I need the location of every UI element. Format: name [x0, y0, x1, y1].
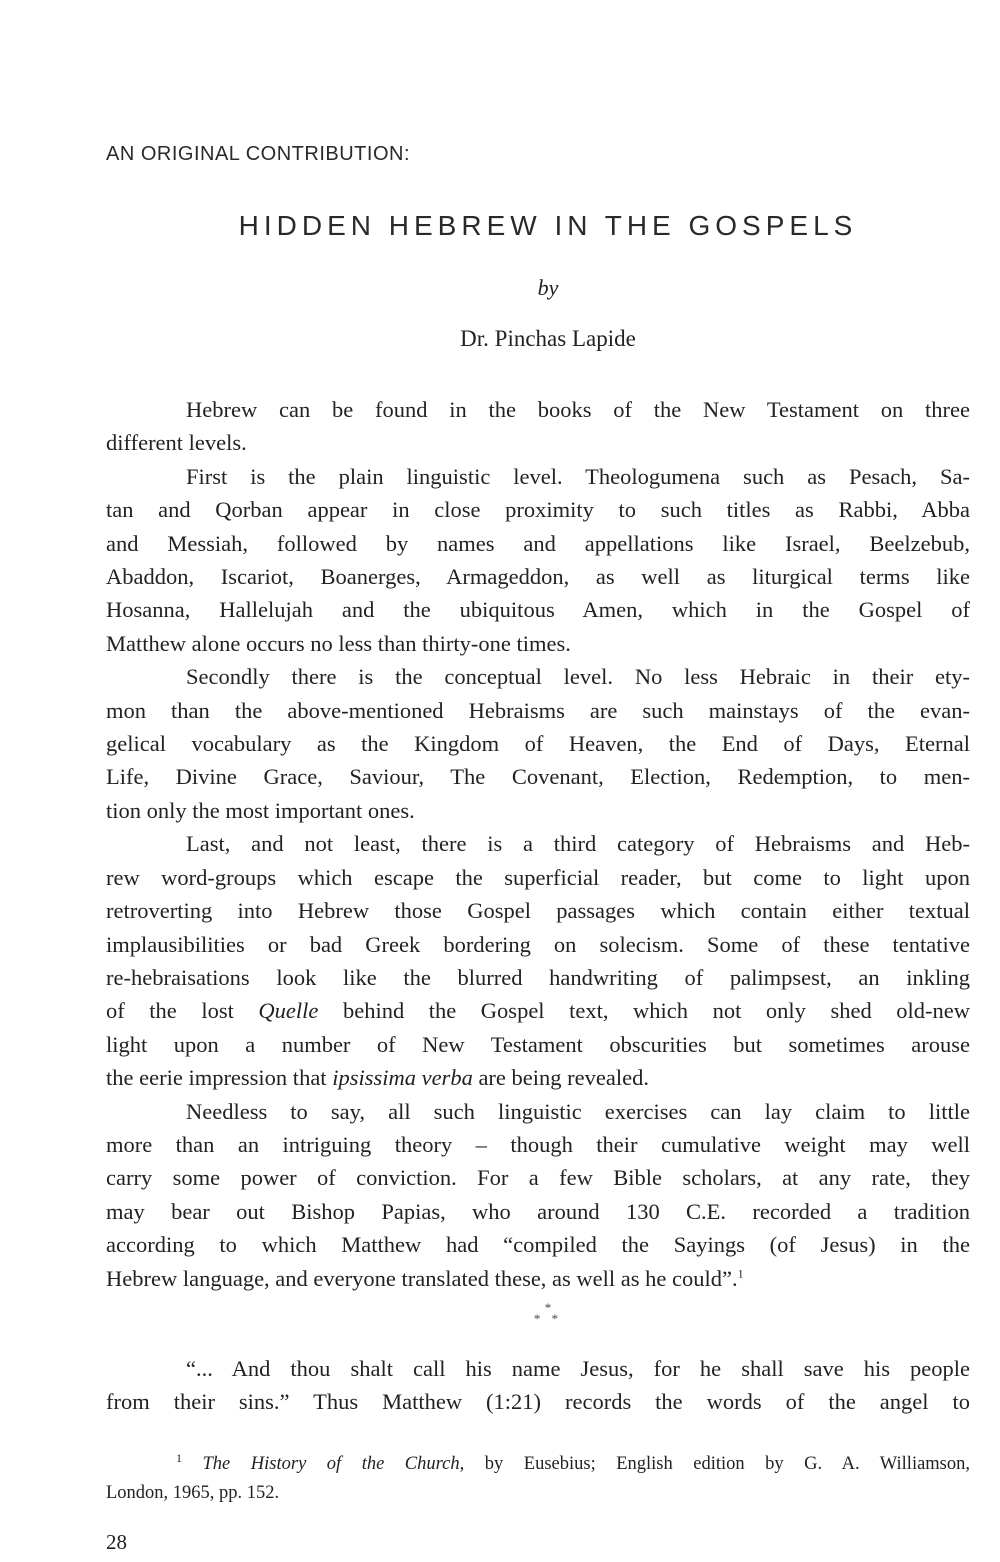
text-line: re-hebraisations look like the blurred handwriting of palimpsest, an inkling — [106, 964, 970, 990]
paragraph-3 — [106, 660, 970, 827]
footnote-book-title: The History of the Church — [202, 1454, 460, 1474]
text-line: gelical vocabulary as the Kingdom of Heaven, the End of Days, Eternal — [106, 731, 970, 757]
text-line: and Messiah, followed by names and appellations like Israel, Beelzebub, — [106, 530, 970, 556]
text-line: from their sins.” Thus Matthew (1:21) records the words of the angel to — [106, 1389, 970, 1415]
text-line: Last, and not least, there is a third category of Hebraisms and Heb- — [186, 831, 970, 857]
text-fragment: are being revealed. — [472, 1065, 649, 1091]
italic-term: Quelle — [258, 998, 319, 1024]
text-fragment: the eerie impression that — [106, 1065, 333, 1091]
text-line: Hosanna, Hallelujah and the ubiquitous Amen, which in the Gospel of — [106, 597, 970, 623]
article-body — [106, 393, 970, 1295]
footnote-marker: 1 — [176, 1450, 182, 1465]
footnote-line — [106, 1450, 970, 1479]
asterism-top: * — [544, 1300, 552, 1315]
text-line: according to which Matthew had “compiled the Sayings (of Jesus) in the — [106, 1232, 970, 1258]
text-line: “... And thou shalt call his name Jesus, for he shall save his people — [186, 1356, 970, 1381]
text-line: light upon a number of New Testament obscurities but sometimes arouse — [106, 1031, 970, 1057]
document-page — [106, 0, 970, 1562]
text-line: Secondly there is the conceptual level. No less Hebraic in their ety- — [186, 664, 970, 690]
text-fragment: of the lost — [106, 998, 259, 1024]
text-line — [106, 1262, 970, 1295]
text-fragment: behind the Gospel text, which not only shed old-new — [318, 998, 970, 1024]
section-break-asterism — [106, 1302, 970, 1324]
text-line: Needless to say, all such linguistic exercises can lay claim to little — [186, 1098, 970, 1124]
text-line: carry some power of conviction. For a few Bible scholars, at any rate, they — [106, 1165, 970, 1191]
text-line: implausibilities or bad Greek bordering on solecism. Some of these tentative — [106, 931, 970, 957]
text-line: Life, Divine Grace, Saviour, The Covenant, Election, Redemption, to men- — [106, 764, 970, 790]
text-line: more than an intriguing theory – though their cumulative weight may well — [106, 1131, 970, 1157]
text-line: Hebrew can be found in the books of the New Testament on three — [186, 397, 970, 422]
text-fragment: , by Eusebius; English edition by G. A. Williamson, — [459, 1454, 971, 1474]
footnote — [106, 1450, 970, 1508]
asterism-bottom: * * — [533, 1311, 563, 1326]
paragraph-1 — [106, 393, 970, 460]
text-fragment: Hebrew language, and everyone translated these, as well as he could”. — [106, 1265, 738, 1291]
text-line: tan and Qorban appear in close proximity to such titles as Rabbi, Abba — [106, 497, 970, 523]
article-title: HIDDEN HEBREW IN THE GOSPELS — [238, 210, 858, 241]
section-label: AN ORIGINAL CONTRIBUTION: — [106, 143, 411, 165]
author-name: Dr. Pinchas Lapide — [460, 326, 636, 351]
byline: by — [537, 275, 559, 300]
paragraph-2 — [106, 460, 970, 660]
quote-paragraph — [106, 1352, 970, 1419]
text-line: mon than the above-mentioned Hebraisms are such mainstays of the evan- — [106, 697, 970, 723]
text-line: tion only the most important ones. — [106, 797, 415, 823]
footnote-reference: 1 — [737, 1266, 744, 1281]
paragraph-5 — [106, 1095, 970, 1295]
text-line: may bear out Bishop Papias, who around 130 C.E. recorded a tradition — [106, 1198, 970, 1224]
text-line — [106, 994, 970, 1027]
footnote-line: London, 1965, pp. 152. — [106, 1483, 280, 1503]
text-line: retroverting into Hebrew those Gospel passages which contain either textual — [106, 898, 970, 924]
page-number: 28 — [106, 1530, 127, 1554]
italic-term: ipsissima verba — [332, 1065, 473, 1091]
text-line: First is the plain linguistic level. Theologumena such as Pesach, Sa- — [186, 463, 970, 489]
text-line: rew word-groups which escape the superficial reader, but come to light upon — [106, 864, 970, 890]
text-line — [106, 1061, 970, 1094]
text-line: different levels. — [106, 430, 247, 456]
text-line: Matthew alone occurs no less than thirty-one times. — [106, 630, 571, 656]
paragraph-4 — [106, 827, 970, 1094]
text-line: Abaddon, Iscariot, Boanerges, Armageddon, as well as liturgical terms like — [106, 564, 970, 590]
